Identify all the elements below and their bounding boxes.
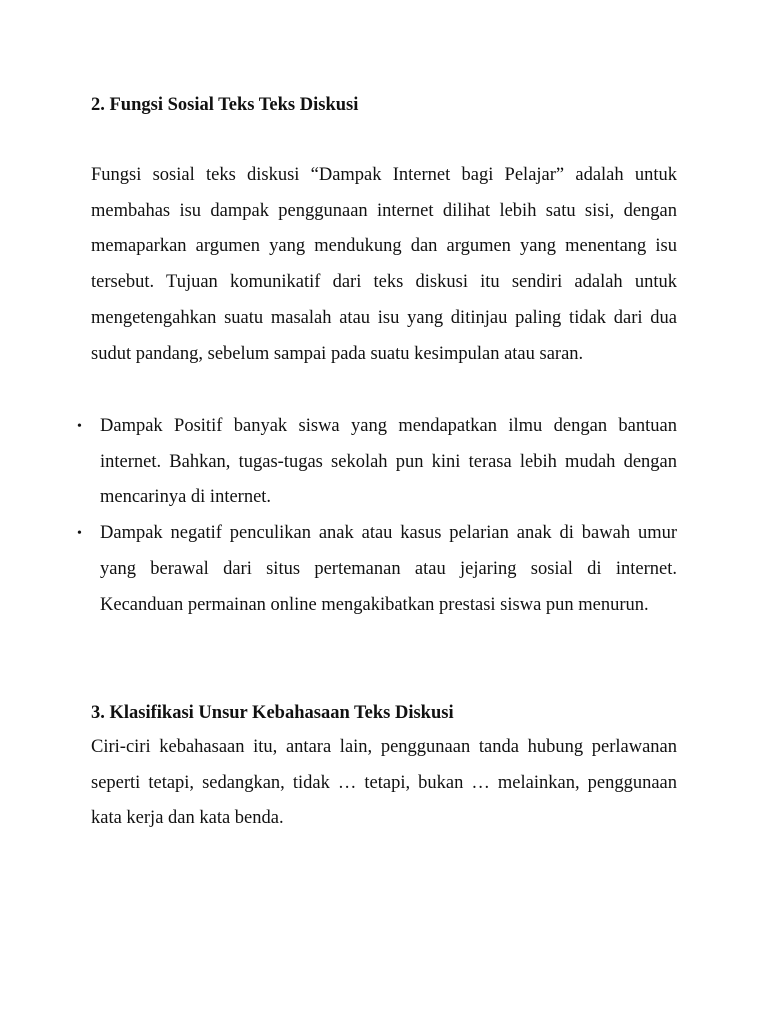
section-2-heading: 2. Fungsi Sosial Teks Teks Diskusi xyxy=(91,95,359,115)
bullet-text: Dampak Positif banyak siswa yang mendapatkan ilmu dengan bantuan internet. Bahkan, tugas-tugas sekolah pun kini terasa lebih mudah dengan mencarinya di internet. xyxy=(100,416,677,508)
bullet-text: Dampak negatif penculikan anak atau kasus pelarian anak di bawah umur yang berawal dari situs pertemanan atau jejaring sosial di internet. Kecanduan permainan online mengakibatkan prestasi siswa pun menurun. xyxy=(100,523,677,615)
section-3-heading: 3. Klasifikasi Unsur Kebahasaan Teks Diskusi xyxy=(91,703,454,723)
section-3-paragraph: Ciri-ciri kebahasaan itu, antara lain, penggunaan tanda hubung perlawanan seperti tetapi, sedangkan, tidak … tetapi, bukan … melainkan, penggunaan kata kerja dan kata benda. xyxy=(91,737,677,829)
bullet-negative-impact xyxy=(77,516,677,623)
section-2-paragraph: Fungsi sosial teks diskusi “Dampak Internet bagi Pelajar” adalah untuk membahas isu dampak penggunaan internet dilihat lebih satu sisi, dengan memaparkan argumen yang mendukung dan argumen yang menentang isu tersebut. Tujuan komunikatif dari teks diskusi itu sendiri adalah untuk mengetengahkan suatu masalah atau isu yang ditinjau paling tidak dari dua sudut pandang, sebelum sampai pada suatu kesimpulan atau saran. xyxy=(91,165,677,364)
bullet-icon: • xyxy=(77,526,82,542)
impact-bullet-list xyxy=(77,409,677,623)
bullet-icon: • xyxy=(77,419,82,434)
bullet-positive-impact xyxy=(77,409,677,516)
